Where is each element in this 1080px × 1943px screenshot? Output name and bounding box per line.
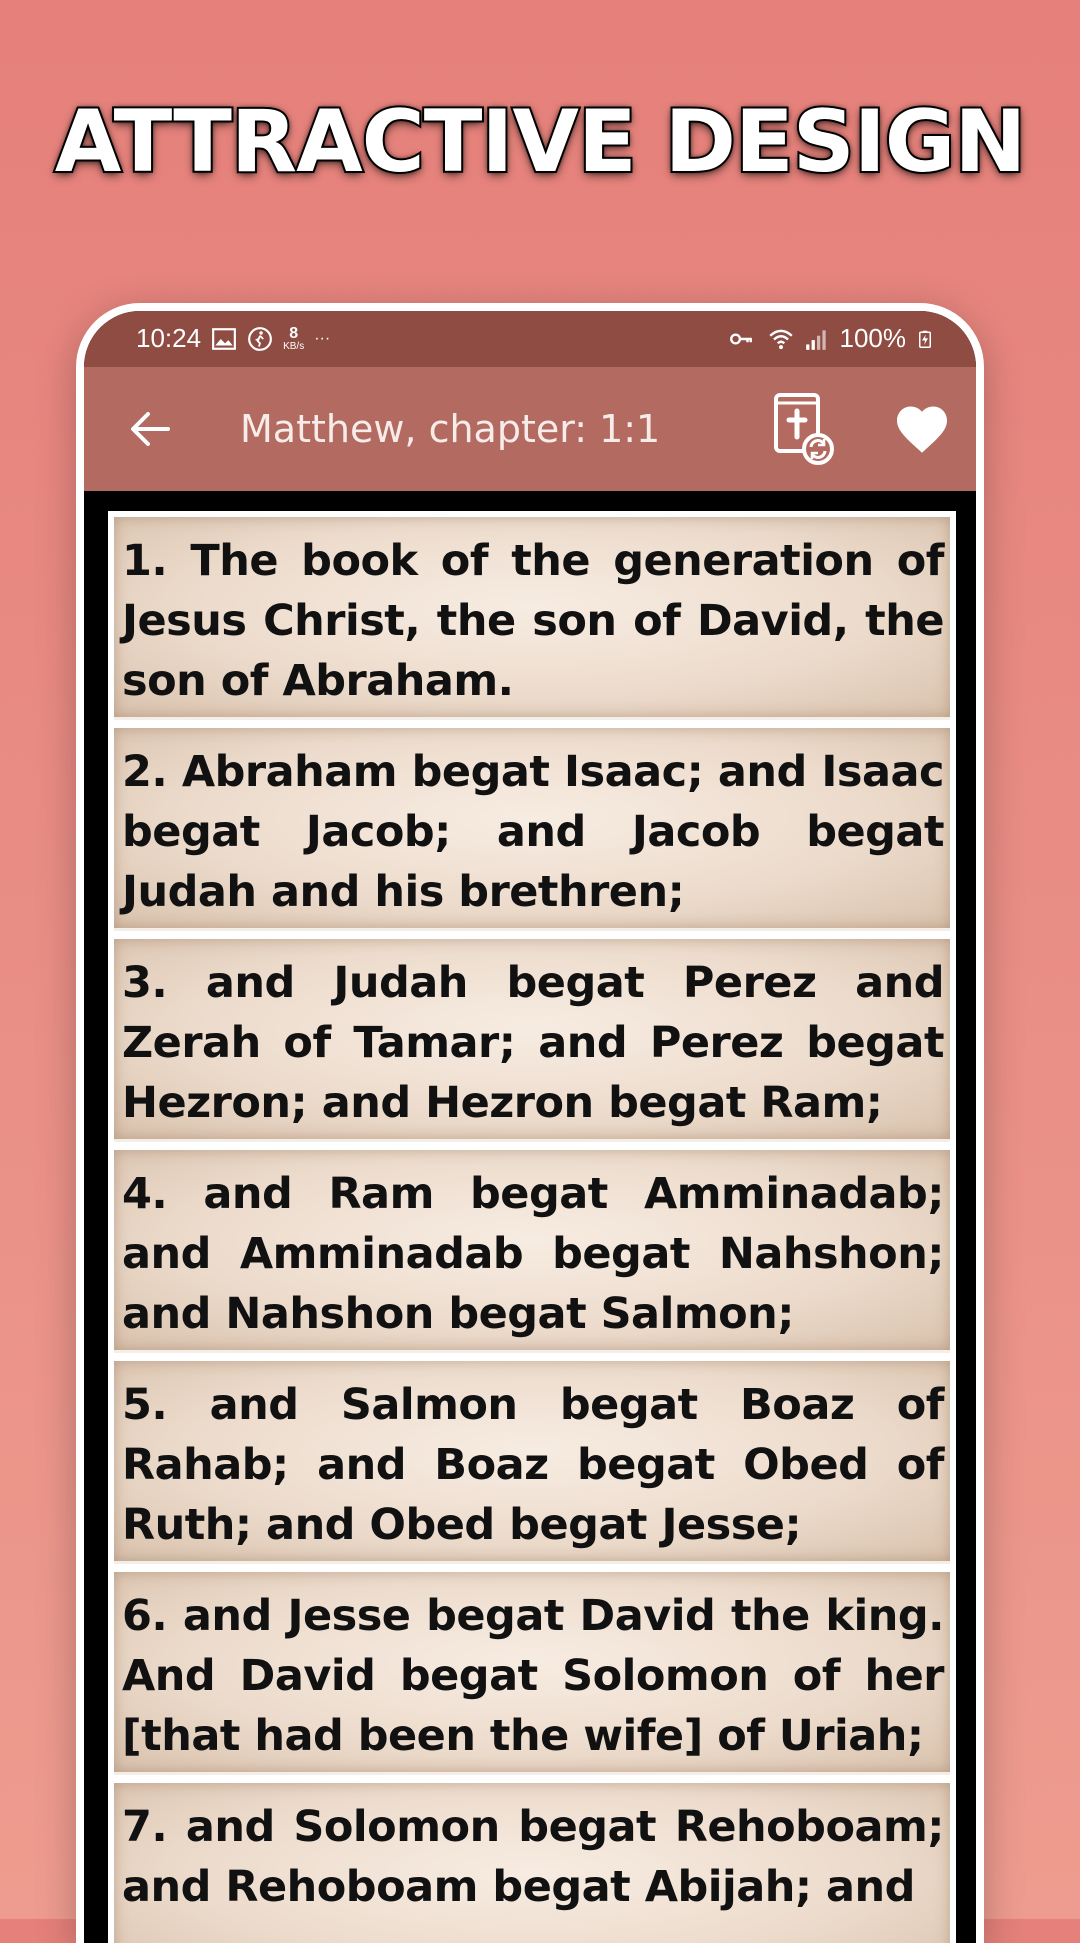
verse-item[interactable]: 1. The book of the generation of Jesus Christ, the son of David, the son of Abraham. (114, 517, 950, 720)
network-speed-value: 8 (289, 324, 299, 342)
bible-sync-button[interactable] (772, 393, 838, 467)
phone-screen (84, 311, 976, 1943)
arrow-left-icon (130, 411, 170, 447)
heart-icon (892, 399, 952, 459)
key-icon (724, 326, 758, 352)
favorite-button[interactable] (892, 399, 952, 459)
status-bar (84, 311, 976, 367)
wifi-icon (768, 326, 794, 352)
verse-item[interactable]: 6. and Jesse begat David the king. And David begat Solomon of her [that had been the wife] of Uriah; (114, 1572, 950, 1775)
verse-item[interactable]: 4. and Ram begat Amminadab; and Amminadab begat Nahshon; and Nahshon begat Salmon; (114, 1150, 950, 1353)
chapter-title: Matthew, chapter: 1:1 (240, 407, 661, 451)
app-bar (84, 367, 976, 491)
walking-icon (247, 326, 273, 352)
image-icon (211, 326, 237, 352)
verse-item[interactable]: 7. and Solomon begat Rehoboam; and Rehoboam begat Abijah; and (114, 1783, 950, 1943)
battery-percentage: 100% (839, 323, 906, 353)
verse-item[interactable]: 5. and Salmon begat Boaz of Rahab; and Boaz begat Obed of Ruth; and Obed begat Jesse; (114, 1361, 950, 1564)
status-time: 10:24 (136, 323, 202, 353)
verse-list[interactable] (108, 511, 956, 1943)
phone-frame (76, 303, 984, 1943)
promo-headline: ATTRACTIVE DESIGN (54, 92, 1026, 192)
network-speed-unit: KB/s (283, 340, 305, 352)
back-button[interactable] (122, 403, 178, 455)
bible-sync-icon (772, 393, 838, 467)
verse-item[interactable]: 2. Abraham begat Isaac; and Isaac begat Jacob; and Jacob begat Judah and his brethren; (114, 728, 950, 931)
more-notifications-indicator: ··· (314, 329, 331, 347)
battery-charging-icon (916, 326, 934, 352)
verse-item[interactable]: 3. and Judah begat Perez and Zerah of Tamar; and Perez begat Hezron; and Hezron begat Ram; (114, 939, 950, 1142)
network-speed (283, 326, 304, 352)
signal-icon (804, 326, 830, 352)
